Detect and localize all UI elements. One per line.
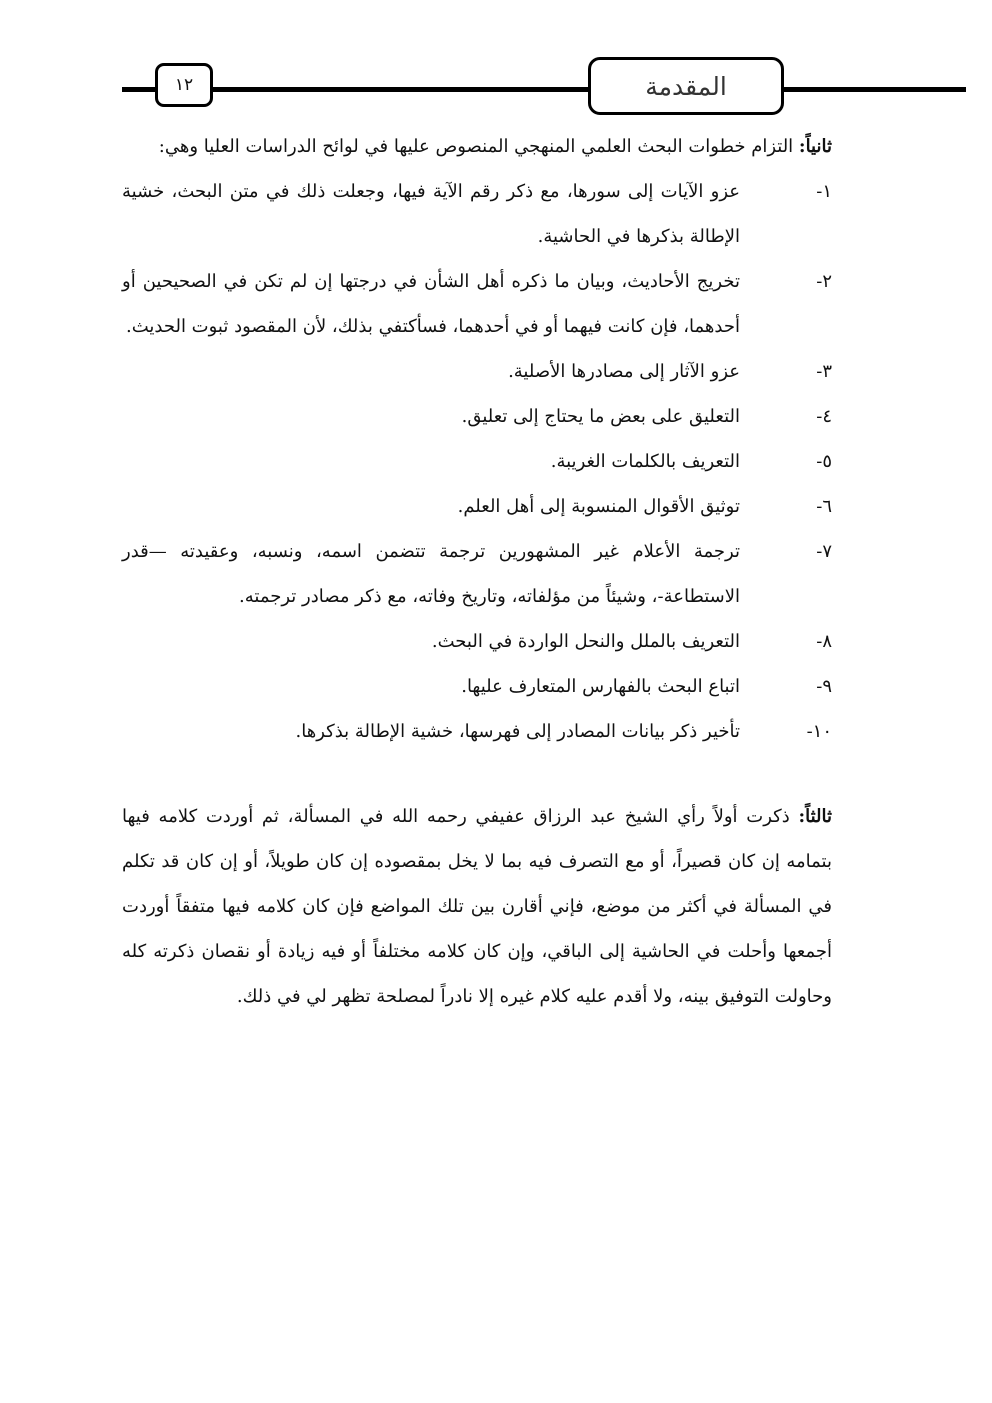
list-item xyxy=(122,529,832,619)
list-item xyxy=(122,394,832,439)
third-lead: ثالثاً: xyxy=(798,806,832,827)
list-item xyxy=(122,439,832,484)
list-item-text: عزو الآيات إلى سورها، مع ذكر رقم الآية فيها، وجعلت ذلك في متن البحث، خشية الإطالة بذكرها في الحاشية. xyxy=(122,181,740,247)
list-item-number: ٢- xyxy=(816,271,832,292)
second-text: التزام خطوات البحث العلمي المنهجي المنصوص عليها في لوائح الدراسات العليا وهي: xyxy=(158,136,799,157)
section-title-box xyxy=(588,57,784,115)
list-item xyxy=(122,259,832,349)
list-item-text: التعريف بالملل والنحل الواردة في البحث. xyxy=(431,631,740,652)
list-item-text: التعريف بالكلمات الغريبة. xyxy=(550,451,740,472)
list-item xyxy=(122,349,832,394)
third-paragraph xyxy=(122,794,832,1019)
list-item-number: ٣- xyxy=(816,361,832,382)
section-spacer xyxy=(122,754,832,794)
page-number-box xyxy=(155,63,213,107)
list-item-number: ١٠- xyxy=(806,721,832,742)
list-item xyxy=(122,664,832,709)
section-title: المقدمة xyxy=(645,71,727,101)
header-rule xyxy=(122,87,966,92)
list-item-number: ٥- xyxy=(816,451,832,472)
list-item-text: توثيق الأقوال المنسوبة إلى أهل العلم. xyxy=(457,496,740,517)
list-item-text: اتباع البحث بالفهارس المتعارف عليها. xyxy=(461,676,740,697)
list-item-number: ٦- xyxy=(816,496,832,517)
list-item xyxy=(122,169,832,259)
page-number: ١٢ xyxy=(174,75,194,95)
list-item-text: عزو الآثار إلى مصادرها الأصلية. xyxy=(508,361,740,382)
page-content xyxy=(122,124,832,1019)
list-item-text: تأخير ذكر بيانات المصادر إلى فهرسها، خشية الإطالة بذكرها. xyxy=(295,721,740,742)
list-item-number: ٤- xyxy=(816,406,832,427)
list-item xyxy=(122,619,832,664)
third-text: ذكرت أولاً رأي الشيخ عبد الرزاق عفيفي رحمه الله في المسألة، ثم أوردت كلامه فيها بتمامه إن كان قصيراً، أو مع التصرف فيه بما لا يخل بمقصوده إن كان طويلاً، أو إن كان قد تكلم في المسألة في أكثر من موضع، فإني أقارن بين تلك المواضع فإن كان كلامه فيها متفقاً أوردت أجمعها وأحلت في الحاشية إلى الباقي، وإن كان كلامه مختلفاً أو فيه زيادة أو نقصان ذكرته كله وحاولت التوفيق بينه، ولا أقدم عليه كلام غيره إلا نادراً لمصلحة تظهر لي في ذلك. xyxy=(122,806,832,1007)
methodology-list xyxy=(122,169,832,754)
second-paragraph xyxy=(122,124,832,169)
list-item-text: التعليق على بعض ما يحتاج إلى تعليق. xyxy=(461,406,740,427)
list-item-number: ٨- xyxy=(816,631,832,652)
list-item xyxy=(122,709,832,754)
list-item-number: ١- xyxy=(816,181,832,202)
list-item-number: ٩- xyxy=(816,676,832,697)
list-item xyxy=(122,484,832,529)
list-item-number: ٧- xyxy=(816,541,832,562)
second-lead: ثانياً: xyxy=(798,136,832,157)
list-item-text: تخريج الأحاديث، وبيان ما ذكره أهل الشأن في درجتها إن لم تكن في الصحيحين أو أحدهما، فإن كانت فيهما أو في أحدهما، فسأكتفي بذلك، لأن المقصود ثبوت الحديث. xyxy=(122,271,740,337)
list-item-text: ترجمة الأعلام غير المشهورين ترجمة تتضمن اسمه، ونسبه، وعقيدته —قدر الاستطاعة-، وشيئاً من مؤلفاته، وتاريخ وفاته، مع ذكر مصادر ترجمته. xyxy=(122,541,740,607)
